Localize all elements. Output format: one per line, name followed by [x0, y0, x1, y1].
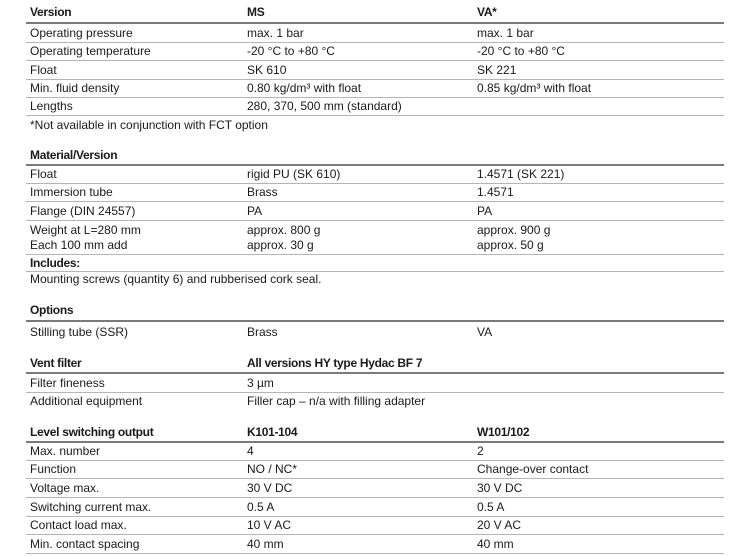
vent-filter-type: All versions HY type Hydac BF 7 [247, 356, 423, 370]
table-row [26, 24, 724, 42]
row-value-w101: 2 [477, 444, 484, 458]
footnote: *Not available in conjunction with FCT option [30, 118, 268, 132]
row-value-va: -20 °C to +80 °C [477, 44, 565, 58]
row-label: Max. number [30, 444, 101, 458]
level-header-row [26, 423, 724, 441]
row-value-va: SK 221 [477, 63, 517, 77]
table-row [26, 323, 724, 341]
row-value-k101: 0.5 A [247, 500, 275, 514]
table-row [26, 236, 724, 254]
row-value-k101: NO / NC* [247, 462, 298, 476]
includes-label: Includes: [30, 256, 80, 270]
table-row [26, 97, 724, 115]
ms-column-header: MS [247, 5, 265, 19]
row-value-va: VA [477, 325, 493, 339]
table-row [26, 165, 724, 183]
k101-column-header: K101-104 [247, 425, 298, 439]
table-row [26, 442, 724, 460]
row-value-ms: SK 610 [247, 63, 287, 77]
table-row [26, 202, 724, 220]
divider [26, 553, 724, 554]
row-label: Flange (DIN 24557) [30, 204, 136, 218]
row-label: Contact load max. [30, 518, 127, 532]
row-value-w101: Change-over contact [477, 462, 589, 476]
row-value: Filler cap – n/a with filling adapter [247, 394, 426, 408]
table-row [26, 79, 724, 97]
row-value-k101: 40 mm [247, 537, 284, 551]
row-value-ms: 0.80 kg/dm³ with float [247, 81, 362, 95]
table-row [26, 479, 724, 497]
row-label: Weight at L=280 mm [30, 223, 141, 237]
table-row [26, 183, 724, 201]
row-value-ms: Brass [247, 185, 278, 199]
row-label: Function [30, 462, 77, 476]
row-value-va: 1.4571 (SK 221) [477, 167, 565, 181]
material-header: Material/Version [30, 148, 118, 162]
row-value-va: 1.4571 [477, 185, 514, 199]
row-value-ms: Brass [247, 325, 278, 339]
table-row [26, 460, 724, 478]
va-column-header: VA* [477, 5, 497, 19]
row-label: Stilling tube (SSR) [30, 325, 129, 339]
vent-filter-header: Vent filter [30, 356, 82, 370]
row-value: 3 µm [247, 376, 274, 390]
row-label: Each 100 mm add [30, 238, 128, 252]
vent-header-row [26, 354, 724, 372]
table-row [26, 61, 724, 79]
row-label: Filter fineness [30, 376, 105, 390]
row-label: Float [30, 63, 57, 77]
row-value-va: approx. 900 g [477, 223, 551, 237]
row-value-w101: 20 V AC [477, 518, 522, 532]
row-value-ms: -20 °C to +80 °C [247, 44, 335, 58]
row-value-ms: rigid PU (SK 610) [247, 167, 341, 181]
row-value-k101: 4 [247, 444, 254, 458]
table-row [26, 535, 724, 553]
material-header-row [26, 146, 724, 164]
row-value-va: approx. 50 g [477, 238, 544, 252]
row-label: Min. contact spacing [30, 537, 140, 551]
options-header-row [26, 301, 724, 319]
row-value-va: max. 1 bar [477, 26, 534, 40]
version-header: Version [30, 5, 72, 19]
row-value-w101: 40 mm [477, 537, 514, 551]
divider [26, 254, 724, 255]
row-value-w101: 30 V DC [477, 481, 523, 495]
divider [26, 320, 724, 322]
row-value-va: PA [477, 204, 493, 218]
row-label: Immersion tube [30, 185, 113, 199]
row-label: Voltage max. [30, 481, 100, 495]
table-row [26, 392, 724, 410]
row-value-k101: 30 V DC [247, 481, 293, 495]
w101-column-header: W101/102 [477, 425, 530, 439]
row-value-ms: 280, 370, 500 mm (standard) [247, 99, 402, 113]
row-label: Switching current max. [30, 500, 152, 514]
row-label: Additional equipment [30, 394, 143, 408]
row-value-va: 0.85 kg/dm³ with float [477, 81, 592, 95]
row-label: Operating pressure [30, 26, 133, 40]
level-switching-header: Level switching output [30, 425, 154, 439]
table-row [26, 498, 724, 516]
row-value-ms: PA [247, 204, 263, 218]
options-header: Options [30, 303, 74, 317]
row-value-ms: approx. 800 g [247, 223, 321, 237]
table-row [26, 516, 724, 534]
table-row [26, 42, 724, 60]
row-label: Lengths [30, 99, 73, 113]
row-label: Min. fluid density [30, 81, 120, 95]
row-label: Operating temperature [30, 44, 151, 58]
row-value-ms: max. 1 bar [247, 26, 304, 40]
row-value-k101: 10 V AC [247, 518, 292, 532]
version-header-row [26, 3, 724, 21]
includes-text: Mounting screws (quantity 6) and rubberised cork seal. [30, 272, 322, 286]
row-label: Float [30, 167, 57, 181]
table-row [26, 374, 724, 392]
row-value-ms: approx. 30 g [247, 238, 314, 252]
row-value-w101: 0.5 A [477, 500, 505, 514]
